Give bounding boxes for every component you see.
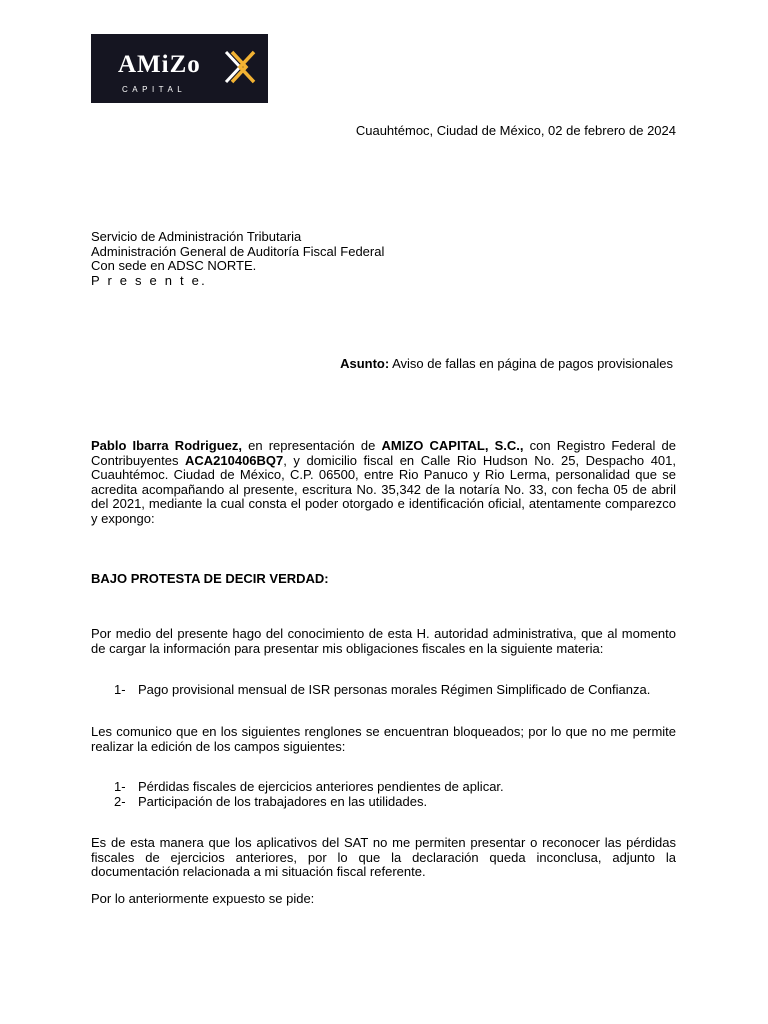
recipient-line: Servicio de Administración Tributaria [91, 229, 302, 244]
company-name: AMIZO CAPITAL, S.C., [381, 438, 524, 453]
paragraph-request: Por lo anteriormente expuesto se pide: [91, 891, 315, 906]
list-item [114, 780, 504, 795]
company-logo [91, 34, 268, 103]
logo-x-mark-icon [222, 50, 258, 84]
list-number: 1- [114, 779, 126, 794]
subject-label: Asunto: [340, 356, 390, 371]
intro-text: en representación de [241, 438, 382, 453]
subject-line [340, 357, 673, 372]
section-heading: BAJO PROTESTA DE DECIR VERDAD: [91, 571, 329, 586]
representative-name: Pablo Ibarra Rodriguez, [91, 438, 242, 453]
list-number: 1- [114, 682, 126, 697]
paragraph-notice: Por medio del presente hago del conocimiento de esta H. autoridad administrativa, que al momento de cargar la información para presentar mis obligaciones fiscales en la siguiente materia: [91, 626, 676, 656]
recipient-block [91, 230, 384, 288]
recipient-line: Administración General de Auditoría Fiscal Federal [91, 243, 385, 259]
logo-subtitle: CAPITAL [122, 85, 187, 94]
list-item [114, 795, 504, 810]
paragraph-blocked: Les comunico que en los siguientes renglones se encuentran bloqueados; por lo que no me permite realizar la edición de los campos siguientes: [91, 724, 676, 754]
intro-paragraph [91, 439, 676, 527]
subject-text: Aviso de fallas en página de pagos provisionales [389, 356, 673, 371]
recipient-presente: P r e s e n t e. [91, 272, 207, 288]
obligations-list [114, 683, 650, 698]
intro-text: , y domicilio fiscal en Calle Rio Hudson No. 25, Despacho 401, Cuauhtémoc. Ciudad de México, C.P. 06500, entre Rio Panuco y Rio Lerma, personalidad que se acredita acompañando al presente, escritura No. 35,342 de la notaría No. 33, con fecha 05 de abril del 2021, mediante la cual consta el poder otorgado e identificación oficial, atentamente comparezco y expongo: [91, 452, 676, 526]
logo-wordmark: AMiZo [118, 51, 201, 78]
letter-date: Cuauhtémoc, Ciudad de México, 02 de febrero de 2024 [355, 123, 676, 138]
recipient-line: Con sede en ADSC NORTE. [91, 258, 257, 274]
blocked-fields-list [114, 780, 504, 809]
list-text: Pérdidas fiscales de ejercicios anteriores pendientes de aplicar. [138, 779, 504, 794]
list-text: Pago provisional mensual de ISR personas morales Régimen Simplificado de Confianza. [138, 682, 651, 697]
intro-text: con Registro Federal de Contribuyentes [91, 438, 677, 468]
list-item [114, 683, 650, 698]
list-text: Participación de los trabajadores en las utilidades. [138, 793, 428, 809]
list-number: 2- [114, 793, 126, 809]
paragraph-explanation: Es de esta manera que los aplicativos del SAT no me permiten presentar o reconocer las pérdidas fiscales de ejercicios anteriores, por lo que la declaración queda inconclusa, adjunto la documentación relacionada a mi situación fiscal referente. [91, 835, 676, 880]
rfc-code: ACA210406BQ7 [184, 452, 284, 468]
